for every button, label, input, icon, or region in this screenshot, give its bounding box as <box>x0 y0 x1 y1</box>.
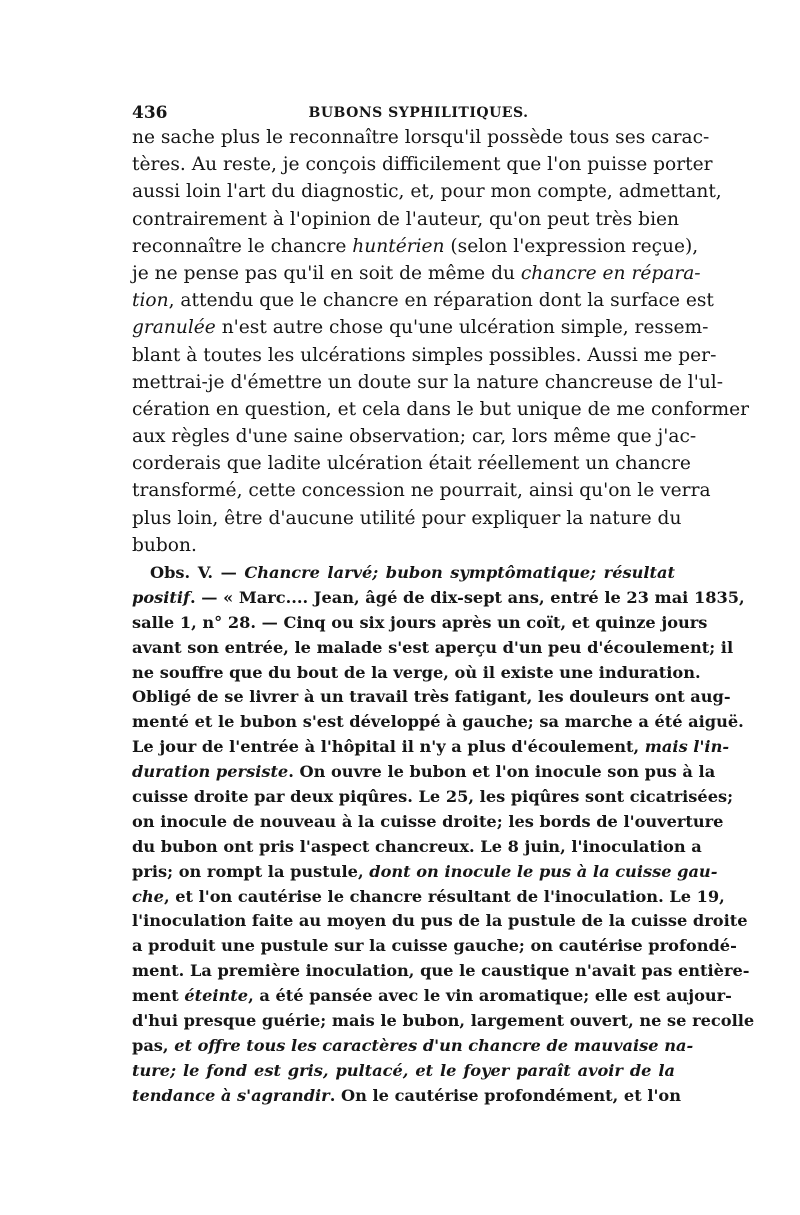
italic-term: duration persiste <box>132 762 289 782</box>
observation-paragraph <box>132 561 755 1109</box>
text-line: Le jour de l'entrée à l'hôpital il n'y a plus d'écoulement, mais l'in- <box>132 737 730 757</box>
text-line: corderais que ladite ulcération était réellement un chancre <box>132 453 691 475</box>
text-line <box>132 1059 675 1084</box>
italic-term: positif <box>132 587 190 607</box>
text-line: avant son entrée, le malade s'est aperçu d'un peu d'écoulement; il <box>132 637 734 657</box>
text-line: aux règles d'une saine observation; car, lors même que j'ac- <box>132 426 697 448</box>
text-line: reconnaître le chancre huntérien (selon l'expression reçue), <box>132 235 699 257</box>
italic-term: mais l'in- <box>644 737 730 757</box>
italic-term: Chancre larvé; bubon symptômatique; résultat <box>244 563 675 582</box>
main-paragraph <box>132 124 750 559</box>
text-line: pas, et offre tous les caractères d'un chancre de mauvaise na- <box>132 1035 694 1055</box>
text-line: ne souffre que du bout de la verge, où il existe une induration. <box>132 662 701 682</box>
text-line: duration persiste. On ouvre le bubon et l'on inocule son pus à la <box>132 762 716 782</box>
text-line: on inocule de nouveau à la cuisse droite; les bords de l'ouverture <box>132 811 724 831</box>
text-line: blant à toutes les ulcérations simples possibles. Aussi me per- <box>132 344 717 366</box>
text-line: cération en question, et cela dans le but unique de me conformer <box>132 398 750 420</box>
italic-term: chancre en répara- <box>520 262 701 284</box>
text-line: bubon. <box>132 534 197 556</box>
italic-term: éteinte <box>184 986 249 1006</box>
italic-term: dont on inocule le pus à la cuisse gau- <box>369 861 718 881</box>
text-line: cuisse droite par deux piqûres. Le 25, les piqûres sont cicatrisées; <box>132 787 734 807</box>
text-line: d'hui presque guérie; mais le bubon, largement ouvert, ne se recolle <box>132 1011 755 1031</box>
text-line: che, et l'on cautérise le chancre résultant de l'inoculation. Le 19, <box>132 886 725 906</box>
text-line: je ne pense pas qu'il en soit de même du chancre en répara- <box>132 262 701 284</box>
text-line: transformé, cette concession ne pourrait, ainsi qu'on le verra <box>132 480 711 502</box>
text-line: salle 1, n° 28. — Cinq ou six jours après un coït, et quinze jours <box>132 612 708 632</box>
text-line: l'inoculation faite au moyen du pus de la pustule de la cuisse droite <box>132 911 748 931</box>
text-line: menté et le bubon s'est développé à gauche; sa marche a été aiguë. <box>132 712 744 732</box>
italic-term: huntérien <box>352 235 445 257</box>
running-title: BUBONS SYPHILITIQUES. <box>308 105 529 121</box>
text-line: Obligé de se livrer à un travail très fatigant, les douleurs ont aug- <box>132 687 731 707</box>
text-line: tères. Au reste, je conçois difficilement que l'on puisse porter <box>132 154 713 176</box>
italic-term: che <box>132 886 164 906</box>
text-line: ne sache plus le reconnaître lorsqu'il possède tous ses carac- <box>132 127 710 148</box>
text-line: mettrai-je d'émettre un doute sur la nature chancreuse de l'ul- <box>132 371 724 393</box>
text-line: granulée n'est autre chose qu'une ulcération simple, ressem- <box>132 317 709 339</box>
text-line: du bubon ont pris l'aspect chancreux. Le 8 juin, l'inoculation a <box>132 836 702 856</box>
page-number: 436 <box>132 103 168 123</box>
italic-term: ture; le fond est gris, pultacé, et le foyer paraît avoir de la <box>132 1060 675 1080</box>
text-line: tion, attendu que le chancre en réparation dont la surface est <box>132 290 714 312</box>
italic-term: et offre tous les caractères d'un chancre de mauvaise na- <box>174 1035 694 1055</box>
text-line: pris; on rompt la pustule, dont on inocule le pus à la cuisse gau- <box>132 861 718 881</box>
text-line: ment. La première inoculation, que le caustique n'avait pas entière- <box>132 961 750 981</box>
text-line: ment éteinte, a été pansée avec le vin aromatique; elle est aujour- <box>132 986 732 1006</box>
italic-term: tendance à s'agrandir <box>132 1085 330 1105</box>
text-line: positif. — « Marc.... Jean, âgé de dix-sept ans, entré le 23 mai 1835, <box>132 587 745 607</box>
italic-term: tion <box>132 290 169 312</box>
text-line: plus loin, être d'aucune utilité pour expliquer la nature du <box>132 507 682 529</box>
text-line: aussi loin l'art du diagnostic, et, pour mon compte, admettant, <box>132 181 722 203</box>
text-line: Obs. V. — Chancre larvé; bubon symptômatique; résultat <box>150 563 675 582</box>
text-line: tendance à s'agrandir. On le cautérise profondément, et l'on <box>132 1085 681 1105</box>
text-line: contrairement à l'opinion de l'auteur, qu'on peut très bien <box>132 208 679 230</box>
italic-term: granulée <box>132 317 216 339</box>
text-line: a produit une pustule sur la cuisse gauche; on cautérise profondé- <box>132 936 737 956</box>
